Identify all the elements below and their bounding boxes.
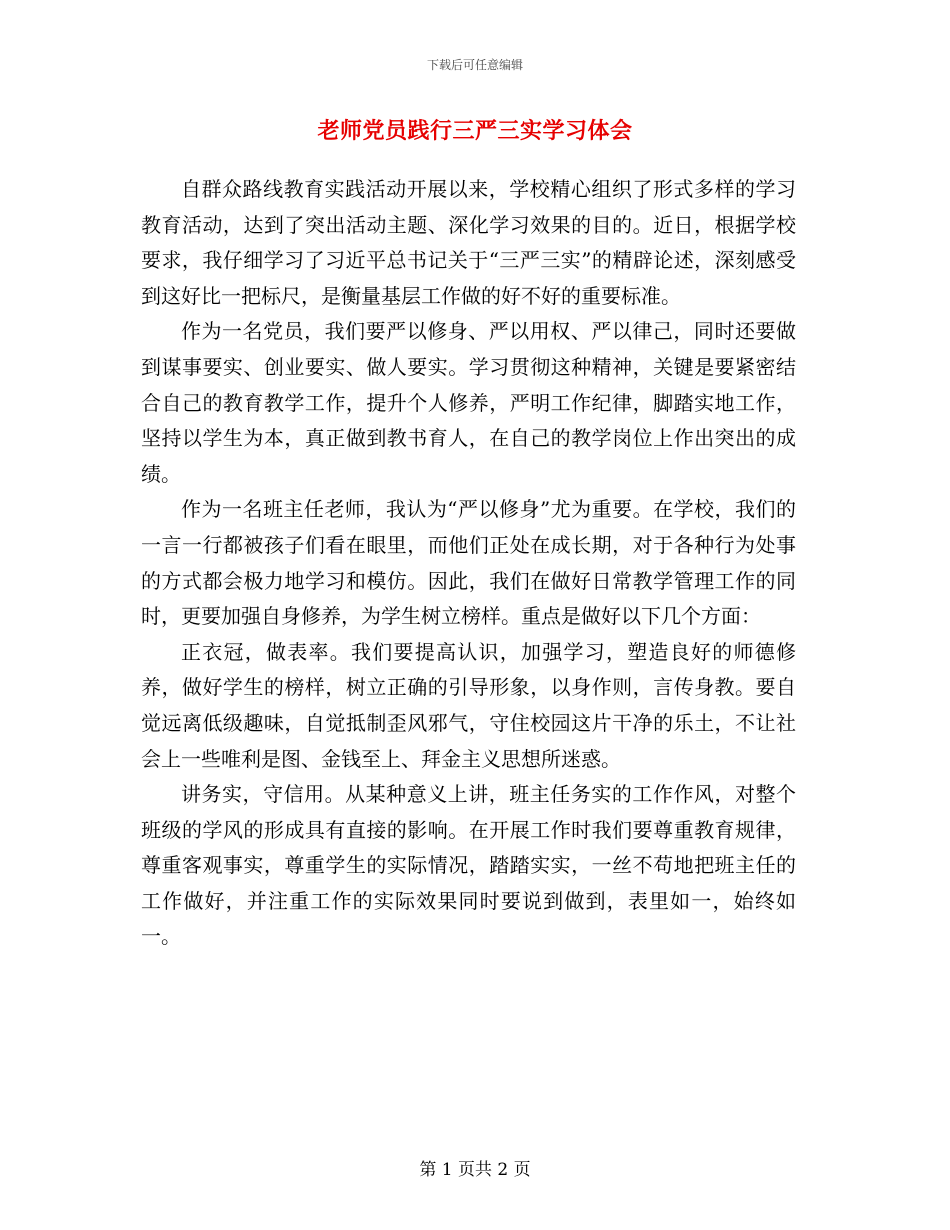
header-note: 下载后可任意编辑 [426,58,523,72]
paragraph-2: 作为一名党员，我们要严以修身、严以用权、严以律己，同时还要做到谋事要实、创业要实、做人要实。学习贯彻这种精神，关键是要紧密结合自己的教育教学工作，提升个人修养，严明工作纪律，脚踏实地工作，坚持以学生为本，真正做到教书育人，在自己的教学岗位上作出突出的成绩。 [141,319,796,486]
document-body [141,172,796,955]
paragraph-1: 自群众路线教育实践活动开展以来，学校精心组织了形式多样的学习教育活动，达到了突出活动主题、深化学习效果的目的。近日，根据学校要求，我仔细学习了习近平总书记关于“三严三实”的精辟论述，深刻感受到这好比一把标尺，是衡量基层工作做的好不好的重要标准。 [141,177,796,308]
paragraph-4: 正衣冠，做表率。我们要提高认识，加强学习，塑造良好的师德修养，做好学生的榜样，树立正确的引导形象，以身作则，言传身教。要自觉远离低级趣味，自觉抵制歪风邪气，守住校园这片干净的乐土，不让社会上一些唯利是图、金钱至上、拜金主义思想所迷惑。 [141,639,796,771]
document-title: 老师党员践行三严三实学习体会 [317,118,633,144]
page-number: 第 1 页共 2 页 [419,1160,531,1180]
paragraph-5: 讲务实，守信用。从某种意义上讲，班主任务实的工作作风，对整个班级的学风的形成具有直接的影响。在开展工作时我们要尊重教育规律，尊重客观事实，尊重学生的实际情况，踏踏实实，一丝不苟地把班主任的工作做好，并注重工作的实际效果同时要说到做到，表里如一，始终如一。 [141,782,796,949]
paragraph-3: 作为一名班主任老师，我认为“严以修身”尤为重要。在学校，我们的一言一行都被孩子们看在眼里，而他们正处在成长期，对于各种行为处事的方式都会极力地学习和模仿。因此，我们在做好日常教学管理工作的同时，更要加强自身修养，为学生树立榜样。重点是做好以下几个方面： [141,497,796,629]
